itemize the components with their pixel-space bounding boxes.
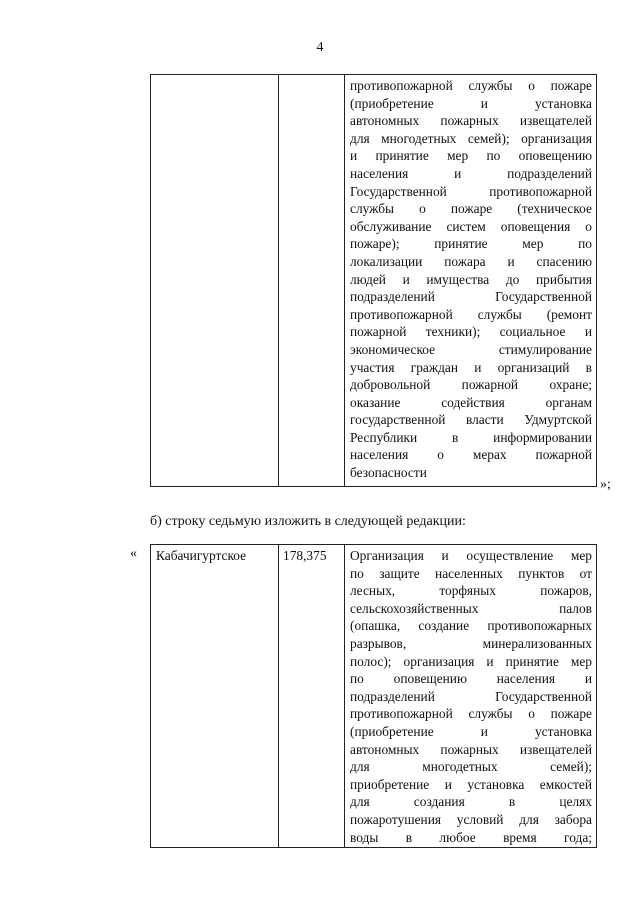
text-line: государственной власти Удмуртской (350, 412, 592, 428)
text-line: лесных, торфяных пожаров, (350, 583, 592, 599)
text-line: людей и имущества до прибытия (350, 271, 592, 287)
text-line: Республики в информировании (350, 429, 592, 445)
measures-text (350, 77, 592, 482)
text-line: противопожарной службы о пожаре (350, 78, 592, 93)
text-line: (приобретение и установка (350, 723, 592, 739)
text-line: противопожарной службы о пожаре (350, 706, 592, 722)
text-line: противопожарной службы (ремонт (350, 306, 592, 322)
text-line: обслуживание систем оповещения о (350, 218, 592, 234)
text-line: оказание содействия органам (350, 394, 592, 410)
table-row (151, 75, 597, 487)
table-cell-amount (279, 75, 345, 487)
closing-quote: »; (600, 477, 611, 492)
text-line: по защите населенных пунктов от (350, 565, 592, 581)
text-line: разрывов, минерализованных (350, 635, 592, 651)
text-line: пожаротушения условий для забора (350, 811, 592, 827)
table-new-row (150, 544, 597, 848)
text-line: для многодетных семей); организация (350, 130, 592, 146)
text-line: воды в любое время года; (350, 829, 592, 845)
text-line: локализации пожара и спасению (350, 253, 592, 269)
text-line: добровольной пожарной охране; (350, 377, 592, 393)
table-cell-name (151, 545, 279, 848)
text-line: Государственной противопожарной (350, 183, 592, 199)
table-cell-name (151, 75, 279, 487)
text-line: пожаре); принятие мер по (350, 236, 592, 252)
text-line: (приобретение и установка (350, 95, 592, 111)
text-line: подразделений Государственной (350, 688, 592, 704)
text-line: по оповещению населения и (350, 671, 592, 687)
text-line: полос); организация и принятие мер (350, 653, 592, 669)
amount-value: 178,375 (283, 548, 327, 563)
settlement-name: Кабачигуртское (156, 548, 247, 563)
text-line: (опашка, создание противопожарных (350, 618, 592, 634)
text-line: подразделений Государственной (350, 289, 592, 305)
text-line: для создания в целях (350, 794, 592, 810)
text-line: населения о мерах пожарной (350, 447, 592, 463)
text-line: населения и подразделений (350, 165, 592, 181)
text-line: и принятие мер по оповещению (350, 148, 592, 164)
measures-text (350, 547, 592, 846)
text-line: экономическое стимулирование (350, 341, 592, 357)
text-line: безопасности (350, 465, 427, 481)
text-line: приобретение и установка емкостей (350, 776, 592, 792)
instruction-text: б) строку седьмую изложить в следующей редакции: (150, 514, 466, 529)
table-row (151, 545, 597, 848)
text-line: Организация и осуществление мер (350, 548, 592, 563)
table-cell-measures (345, 545, 597, 848)
text-line: автономных пожарных извещателей (350, 113, 592, 129)
text-line: для многодетных семей); (350, 759, 592, 775)
table-cell-amount (279, 545, 345, 848)
opening-quote: « (130, 546, 137, 561)
text-line: автономных пожарных извещателей (350, 741, 592, 757)
text-line: сельскохозяйственных палов (350, 600, 592, 616)
text-line: службы о пожаре (техническое (350, 201, 592, 217)
table-continuation (150, 74, 597, 487)
text-line: пожарной техники); социальное и (350, 324, 592, 340)
text-line: участия граждан и организаций в (350, 359, 592, 375)
table-cell-measures (345, 75, 597, 487)
page-number: 4 (316, 40, 324, 55)
